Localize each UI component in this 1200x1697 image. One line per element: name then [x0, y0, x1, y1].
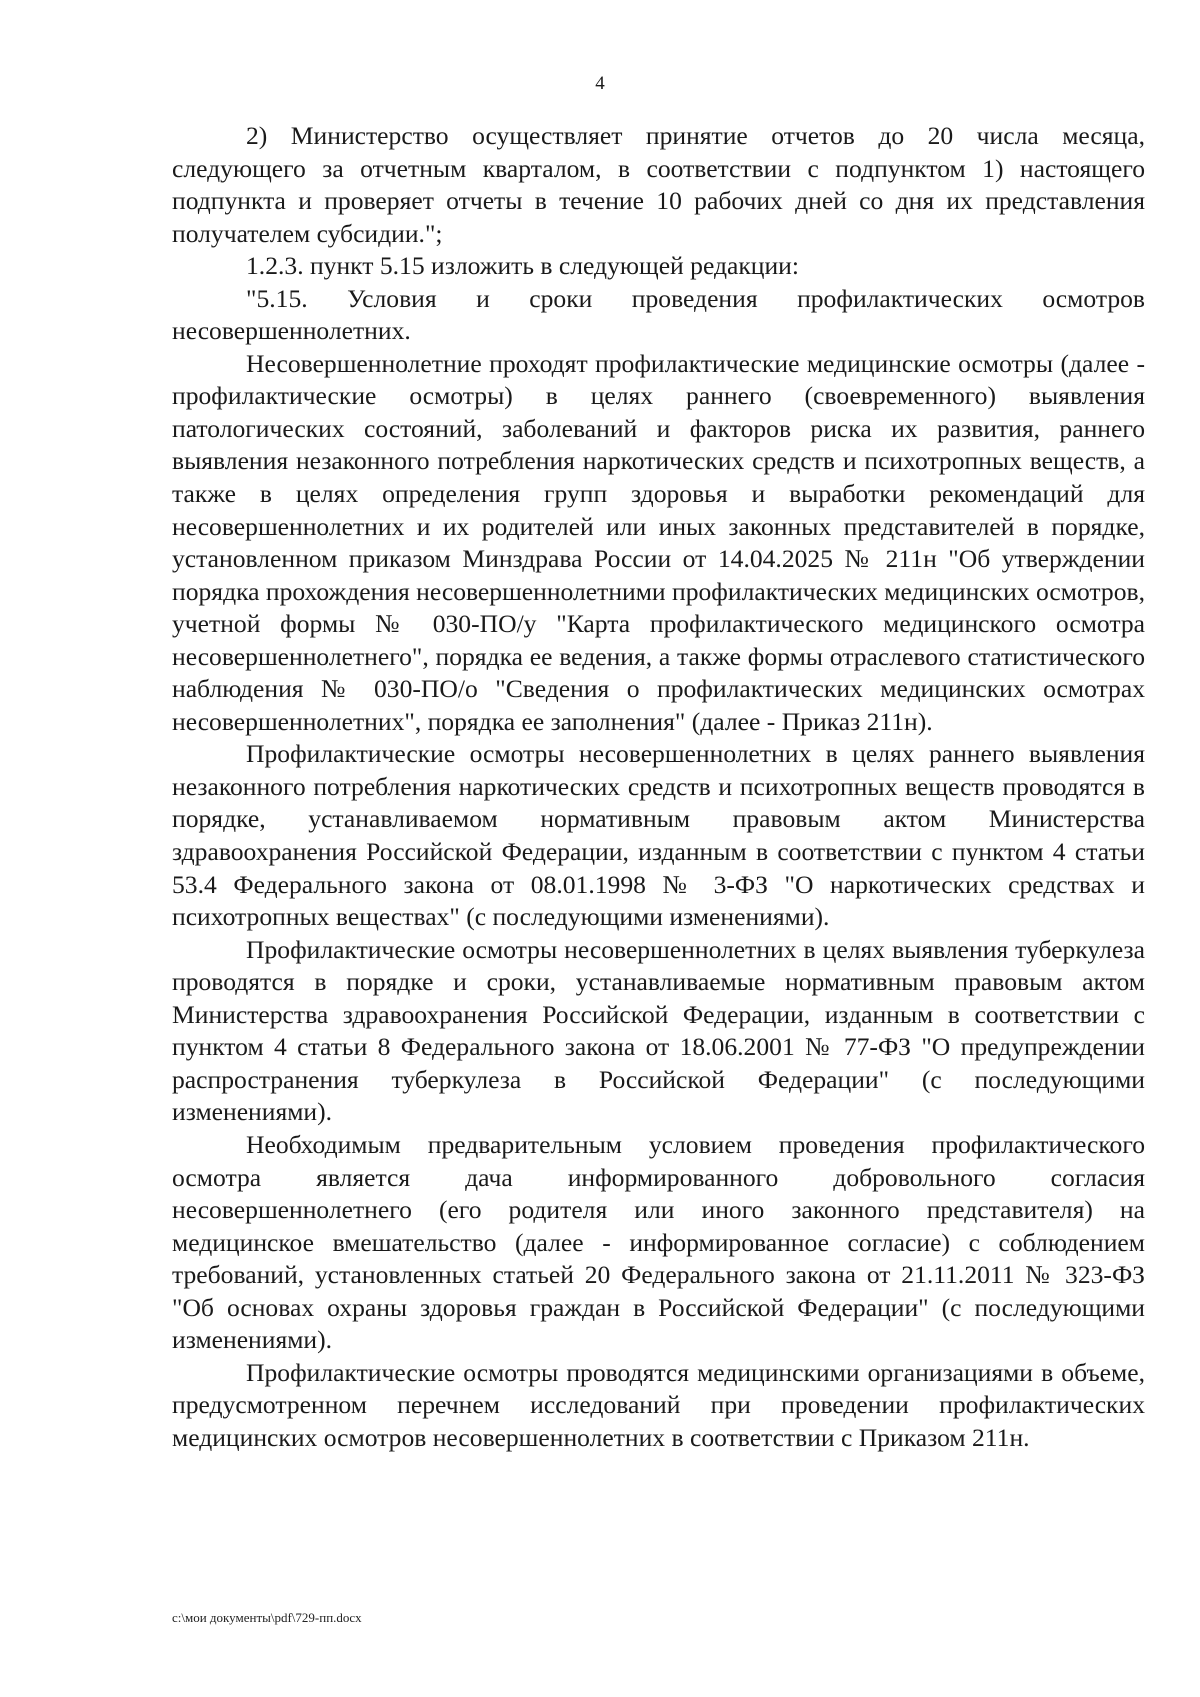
paragraph-informed-consent: Необходимым предварительным условием проведения профилактического осмотра является дача информированного добровольного согласия несовершеннолетнего (его родителя или иного законного представителя) на медицинское вмешательство (далее - информированное согласие) с соблюдением требований, установленных статьей 20 Федерального закона от 21.11.2011 № 323-ФЗ "Об основах охраны здоровья граждан в Российской Федерации" (с последующими изменениями). [172, 1129, 1145, 1355]
footer-file-path: c:\мои документы\pdf\729-пп.docx [172, 1610, 362, 1625]
document-body [172, 120, 1145, 1454]
paragraph-amendment-clause: 1.2.3. пункт 5.15 изложить в следующей редакции: [246, 251, 799, 281]
page-number: 4 [595, 73, 605, 94]
paragraph-drug-screening: Профилактические осмотры несовершеннолетних в целях раннего выявления незаконного потребления наркотических средств и психотропных веществ проводятся в порядке, устанавливаемом нормативным правовым актом Министерства здравоохранения Российской Федерации, изданным в соответствии с пунктом 4 статьи 53.4 Федерального закона от 08.01.1998 № 3-ФЗ "О наркотических средствах и психотропных веществах" (с последующими изменениями). [172, 739, 1145, 932]
paragraph-ministry-reports: 2) Министерство осуществляет принятие отчетов до 20 числа месяца, следующего за отчетным кварталом, в соответствии с подпунктом 1) настоящего подпункта и проверяет отчеты в течение 10 рабочих дней со дня их представления получателем субсидии."; [172, 121, 1145, 248]
paragraph-tuberculosis-screening: Профилактические осмотры несовершеннолетних в целях выявления туберкулеза проводятся в порядке и сроки, устанавливаемые нормативным правовым актом Министерства здравоохранения Российской Федерации, изданным в соответствии с пунктом 4 статьи 8 Федерального закона от 18.06.2001 № 77-ФЗ "О предупреждении распространения туберкулеза в Российской Федерации" (с последующими изменениями). [172, 934, 1145, 1127]
paragraph-preventive-exams: Несовершеннолетние проходят профилактические медицинские осмотры (далее - профилактические осмотры) в целях раннего (своевременного) выявления патологических состояний, заболеваний и факторов риска их развития, раннего выявления незаконного потребления наркотических средств и психотропных веществ, а также в целях определения групп здоровья и выработки рекомендаций для несовершеннолетних и их родителей или иных законных представителей в порядке, установленном приказом Минздрава России от 14.04.2025 № 211н "Об утверждении порядка прохождения несовершеннолетними профилактических медицинских осмотров, учетной формы № 030-ПО/у "Карта профилактического медицинского осмотра несовершеннолетнего", порядка ее ведения, а также формы отраслевого статистического наблюдения № 030-ПО/о "Сведения о профилактических медицинских осмотрах несовершеннолетних", порядка ее заполнения" (далее - Приказ 211н). [172, 348, 1145, 736]
paragraph-section-heading: "5.15. Условия и сроки проведения профилактических осмотров несовершеннолетних. [172, 283, 1145, 346]
paragraph-exam-scope: Профилактические осмотры проводятся медицинскими организациями в объеме, предусмотренном перечнем исследований при проведении профилактических медицинских осмотров несовершеннолетних в соответствии с Приказом 211н. [172, 1357, 1145, 1452]
